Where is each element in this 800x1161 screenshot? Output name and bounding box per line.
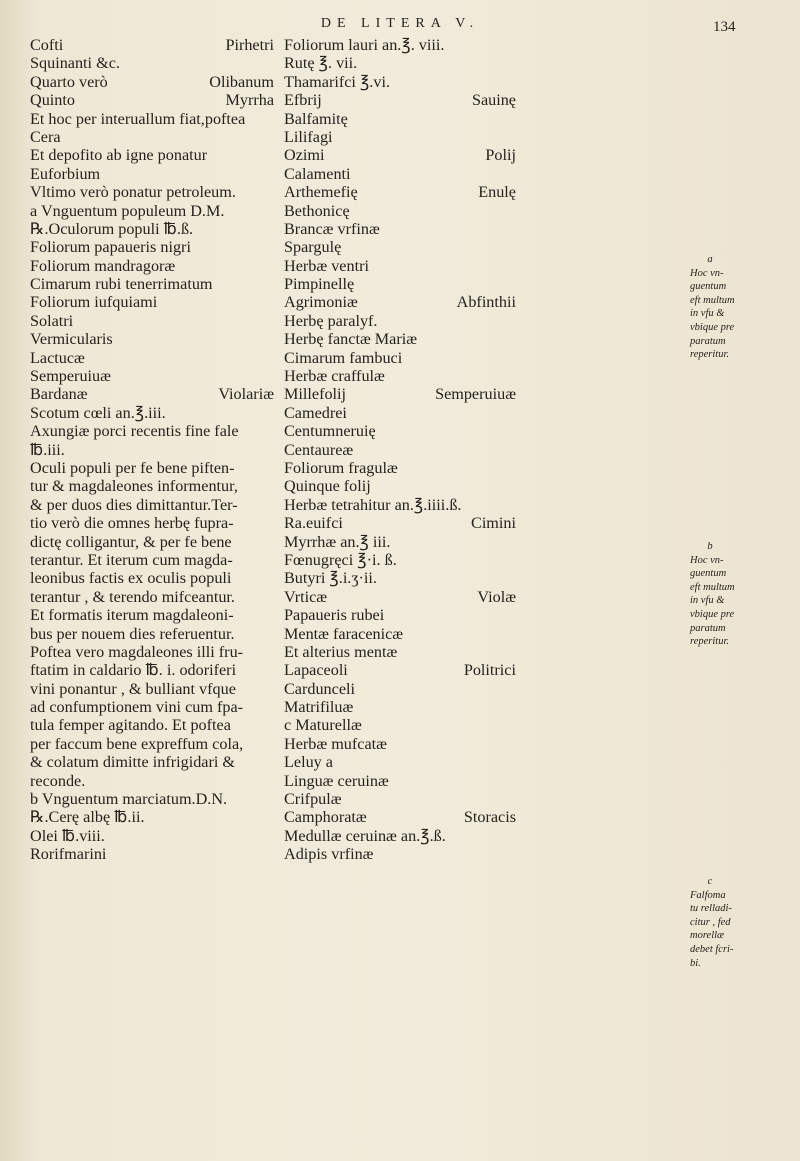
note-line: vbique pre — [690, 608, 735, 620]
line-text: Myrrhæ an.℥ iii. — [284, 532, 391, 551]
line-text: Mentæ faracenicæ — [284, 624, 404, 643]
text-line — [30, 735, 278, 753]
line-text: Axungiæ porci recentis fine fale — [30, 422, 239, 441]
left-column — [30, 36, 278, 864]
text-line — [284, 36, 516, 54]
text-line — [284, 293, 516, 311]
text-line — [284, 845, 516, 863]
line-text: Lilifagi — [284, 127, 333, 146]
text-line — [30, 753, 278, 771]
note-line: in vfu & — [690, 308, 725, 320]
text-line — [284, 404, 516, 422]
text-line — [284, 716, 516, 734]
line-text: Cera — [30, 127, 61, 146]
line-text: Quinto — [30, 91, 75, 110]
line-text: Vltimo verò ponatur petroleum. — [30, 183, 236, 202]
text-line — [30, 146, 278, 164]
text-line — [284, 257, 516, 275]
text-line — [30, 533, 278, 551]
line-text: Pimpinellę — [284, 275, 355, 294]
text-line — [284, 533, 516, 551]
text-line — [30, 625, 278, 643]
text-line — [30, 441, 278, 459]
text-line — [284, 110, 516, 128]
note-line: paratum — [690, 335, 726, 347]
text-line — [30, 827, 278, 845]
text-line — [284, 569, 516, 587]
line-text: Et hoc per interuallum fiat,poftea — [30, 109, 246, 128]
line-text: Et alterius mentæ — [284, 642, 398, 661]
line-text-right: Cimini — [471, 514, 516, 533]
line-text: Calamenti — [284, 164, 351, 183]
text-line — [30, 404, 278, 422]
text-line — [284, 220, 516, 238]
text-line — [30, 514, 278, 532]
line-text: & per duos dies dimittantur.Ter- — [30, 495, 238, 514]
line-text: & colatum dimitte infrigidari & — [30, 753, 235, 772]
note-line: Falfoma — [690, 889, 726, 901]
line-text: Ozimi — [284, 146, 325, 165]
line-text: Foliorum fragulæ — [284, 458, 398, 477]
line-text: ad confumptionem vini cum fpa- — [30, 698, 244, 717]
line-text: Squinanti &c. — [30, 54, 120, 73]
line-text: reconde. — [30, 771, 86, 790]
line-text: Camedrei — [284, 403, 347, 422]
line-text: Quinque folij — [284, 477, 371, 496]
note-line: paratum — [690, 622, 726, 634]
text-line — [30, 790, 278, 808]
note-line: in vfu & — [690, 595, 725, 607]
note-line: debet fcri- — [690, 943, 734, 955]
text-line — [284, 643, 516, 661]
running-title: DE LITERA V. — [320, 16, 480, 31]
page-number: 134 — [713, 19, 736, 35]
text-line — [284, 790, 516, 808]
line-text: Linguæ ceruinæ — [284, 771, 389, 790]
line-text: Rutę ℥. vii. — [284, 54, 358, 73]
text-line — [284, 349, 516, 367]
text-line — [30, 183, 278, 201]
line-text: c Maturellæ — [284, 716, 362, 735]
line-text: Matrifiluæ — [284, 698, 354, 717]
line-text: Agrimoniæ — [284, 293, 358, 312]
text-line — [30, 588, 278, 606]
text-line — [284, 827, 516, 845]
line-text: Bardanæ — [30, 385, 88, 404]
text-line — [30, 477, 278, 495]
text-line — [30, 238, 278, 256]
note-line: guentum — [690, 281, 727, 293]
line-text: Herbę paralyf. — [284, 311, 378, 330]
note-line: eft multum — [690, 294, 735, 306]
text-line — [30, 569, 278, 587]
line-text: Semperuiuæ — [30, 367, 111, 386]
text-line — [284, 275, 516, 293]
note-line: Hoc vn- — [690, 554, 724, 566]
text-line — [284, 496, 516, 514]
line-text: Cofti — [30, 36, 64, 54]
line-text-right: Olibanum — [209, 72, 274, 91]
text-line — [30, 459, 278, 477]
line-text: Olei ℔.viii. — [30, 826, 105, 845]
note-line: citur , fed — [690, 916, 731, 928]
text-line — [284, 183, 516, 201]
text-line — [30, 330, 278, 348]
text-line — [284, 588, 516, 606]
note-line: vbique pre — [690, 321, 735, 333]
text-line — [30, 54, 278, 72]
line-text: Thamarifci ℥.vi. — [284, 72, 390, 91]
line-text: Cimarum rubi tenerrimatum — [30, 275, 213, 294]
text-line — [284, 128, 516, 146]
line-text: Cardunceli — [284, 679, 356, 698]
text-line — [284, 91, 516, 109]
line-text: Efbrij — [284, 91, 322, 110]
line-text-right: Enulę — [478, 183, 516, 202]
line-text: per faccum bene expreffum cola, — [30, 734, 244, 753]
line-text: Leluy a — [284, 753, 333, 772]
line-text-right: Semperuiuæ — [435, 385, 516, 404]
line-text: Et formatis iterum magdaleoni- — [30, 606, 234, 625]
line-text: Bethonicę — [284, 201, 350, 220]
text-line — [284, 238, 516, 256]
note-marker: b — [707, 541, 713, 552]
line-text: Lactucæ — [30, 348, 85, 367]
line-text: Herbæ tetrahitur an.℥.iiii.ß. — [284, 495, 462, 514]
text-line — [284, 54, 516, 72]
text-line — [284, 625, 516, 643]
line-text: Herbæ craffulæ — [284, 367, 385, 386]
text-line — [284, 477, 516, 495]
line-text: bus per nouem dies referuentur. — [30, 624, 235, 643]
text-line — [30, 716, 278, 734]
line-text-right: Pirhetri — [225, 36, 274, 54]
text-line — [30, 772, 278, 790]
text-line — [284, 422, 516, 440]
line-text: Vrticæ — [284, 587, 328, 606]
text-line — [284, 202, 516, 220]
text-line — [284, 441, 516, 459]
text-line — [30, 698, 278, 716]
line-text: Crifpulæ — [284, 790, 342, 809]
text-line — [30, 293, 278, 311]
line-text: Camphoratæ — [284, 808, 367, 827]
line-text: terantur. Et iterum cum magda- — [30, 550, 233, 569]
line-text: ℔.iii. — [30, 440, 65, 459]
line-text: Fœnugręci ℥·i. ß. — [284, 550, 397, 569]
line-text: Cimarum fambuci — [284, 348, 403, 367]
text-line — [30, 496, 278, 514]
line-text: Papaueris rubei — [284, 606, 385, 625]
note-line: reperitur. — [690, 349, 729, 361]
line-text: Oculi populi per fe bene piften- — [30, 458, 235, 477]
line-text-right: Polij — [485, 146, 516, 165]
line-text: Centaureæ — [284, 440, 354, 459]
line-text: Brancæ vrfinæ — [284, 219, 380, 238]
text-line — [284, 312, 516, 330]
line-text: Rorifmarini — [30, 845, 107, 864]
line-text-right: Violariæ — [218, 385, 274, 404]
note-line: reperitur. — [690, 636, 729, 648]
line-text-right: Violæ — [477, 587, 516, 606]
line-text: Medullæ ceruinæ an.℥.ß. — [284, 826, 446, 845]
line-text: Poftea vero magdaleones illi fru- — [30, 642, 244, 661]
text-line — [284, 385, 516, 403]
text-line — [284, 698, 516, 716]
line-text: Balfamitę — [284, 109, 348, 128]
text-line — [284, 753, 516, 771]
text-line — [30, 680, 278, 698]
text-line — [30, 312, 278, 330]
text-line — [284, 551, 516, 569]
line-text: b Vnguentum marciatum.D.N. — [30, 790, 228, 809]
line-text: tula femper agitando. Et poftea — [30, 716, 231, 735]
line-text-right: Storacis — [463, 808, 516, 827]
line-text: a Vnguentum populeum D.M. — [30, 201, 225, 220]
text-line — [284, 514, 516, 532]
line-text: Scotum cœli an.℥.iii. — [30, 403, 166, 422]
text-line — [30, 275, 278, 293]
text-line — [30, 845, 278, 863]
line-text-right: Myrrha — [225, 91, 274, 110]
margin-note-b — [690, 540, 790, 649]
text-line — [284, 367, 516, 385]
text-line — [30, 643, 278, 661]
text-line — [284, 735, 516, 753]
note-line: Hoc vn- — [690, 267, 724, 279]
line-text: ftatim in caldario ℔. i. odoriferi — [30, 661, 237, 680]
note-line: morellæ — [690, 930, 725, 942]
text-line — [30, 367, 278, 385]
note-line: eft multum — [690, 581, 735, 593]
text-line — [30, 422, 278, 440]
note-marker: a — [707, 254, 713, 265]
line-text: tio verò die omnes herbę fupra- — [30, 514, 234, 533]
text-line — [30, 385, 278, 403]
line-text: Adipis vrfinæ — [284, 845, 374, 864]
line-text: tur & magdaleones informentur, — [30, 477, 238, 496]
line-text: Foliorum iufquiami — [30, 293, 158, 312]
line-text: Foliorum mandragoræ — [30, 256, 176, 275]
line-text: Herbæ mufcatæ — [284, 734, 387, 753]
line-text: Arthemefię — [284, 183, 358, 202]
text-line — [30, 91, 278, 109]
text-line — [284, 459, 516, 477]
line-text: Centumneruię — [284, 422, 376, 441]
margin-note-a — [690, 253, 790, 362]
text-line — [284, 772, 516, 790]
note-line: bi. — [690, 957, 701, 969]
text-line — [30, 73, 278, 91]
line-text: Butyri ℥.i.ʒ·ii. — [284, 569, 377, 588]
text-line — [30, 128, 278, 146]
line-text: Spargulę — [284, 238, 342, 257]
line-text-right: Politrici — [463, 661, 516, 680]
text-line — [30, 661, 278, 679]
text-line — [30, 808, 278, 826]
line-text: Millefolij — [284, 385, 347, 404]
line-text: Quarto verò — [30, 72, 108, 91]
line-text: Lapaceoli — [284, 661, 348, 680]
middle-column — [284, 36, 516, 864]
line-text: ℞.Cerę albę ℔.ii. — [30, 808, 145, 827]
line-text: ℞.Oculorum populi ℔.ß. — [30, 219, 194, 238]
line-text: Et depofito ab igne ponatur — [30, 146, 208, 165]
text-line — [30, 220, 278, 238]
line-text: Herbę fanctæ Mariæ — [284, 330, 418, 349]
note-line: guentum — [690, 568, 727, 580]
text-line — [284, 661, 516, 679]
text-line — [30, 551, 278, 569]
line-text: Foliorum papaueris nigri — [30, 238, 191, 257]
text-line — [30, 36, 278, 54]
line-text: terantur , & terendo mifceantur. — [30, 587, 235, 606]
line-text: Foliorum lauri an.℥. viii. — [284, 36, 445, 54]
text-line — [284, 165, 516, 183]
text-line — [284, 330, 516, 348]
line-text: Vermicularis — [30, 330, 113, 349]
text-line — [284, 73, 516, 91]
note-marker: c — [707, 876, 713, 887]
line-text-right: Sauinę — [471, 91, 516, 110]
text-line — [284, 808, 516, 826]
text-line — [284, 146, 516, 164]
text-line — [30, 349, 278, 367]
line-text: Solatri — [30, 311, 74, 330]
line-text-right: Abfinthii — [456, 293, 516, 312]
text-line — [30, 606, 278, 624]
margin-note-c — [690, 875, 790, 970]
line-text: Euforbium — [30, 164, 101, 183]
text-line — [30, 202, 278, 220]
line-text: Herbæ ventri — [284, 256, 369, 275]
line-text: vini ponantur , & bulliant vfque — [30, 679, 236, 698]
text-line — [30, 165, 278, 183]
line-text: dictę colligantur, & per fe bene — [30, 532, 232, 551]
line-text: Ra.euifci — [284, 514, 343, 533]
text-line — [30, 257, 278, 275]
line-text: leonibus factis ex oculis populi — [30, 569, 232, 588]
note-line: tu relladi- — [690, 903, 732, 915]
text-line — [284, 680, 516, 698]
text-line — [284, 606, 516, 624]
text-line — [30, 110, 278, 128]
